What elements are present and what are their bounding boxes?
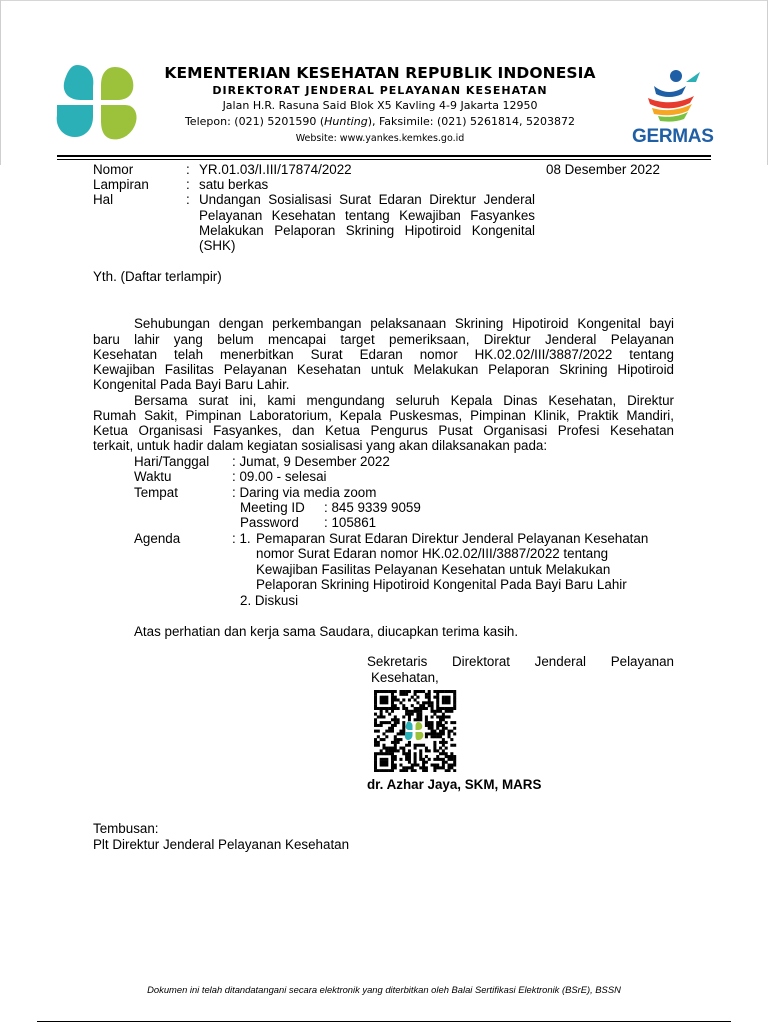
phone-fax xyxy=(145,114,615,130)
letterhead-rule-thick xyxy=(57,155,711,157)
phone-suffix: ), Faksimile: (021) 5261814, 5203872 xyxy=(367,115,576,128)
event-time-label: Waktu xyxy=(134,469,172,484)
recipient: Yth. (Daftar terlampir) xyxy=(93,269,222,284)
nomor-value: YR.01.03/I.III/17874/2022 xyxy=(199,162,352,177)
paragraph-2-line-4: terkait, untuk hadir dalam kegiatan sosialisasi yang akan dilaksanakan pada: xyxy=(93,438,548,453)
paragraph-1-line-2: baru lahir yang belum mencapai target pemeriksaan, Direktur Jenderal Pelayanan xyxy=(93,332,674,347)
page-left-edge xyxy=(0,0,1,165)
paragraph-1-line-5: Kongenital Pada Bayi Baru Lahir. xyxy=(93,377,290,392)
hal-line-4: (SHK) xyxy=(199,238,236,253)
kemenkes-logo-icon xyxy=(55,63,139,143)
page-bottom-rule xyxy=(37,1021,731,1022)
letter-date: 08 Desember 2022 xyxy=(546,162,660,177)
hal-line-2: Pelayanan Kesehatan tentang Kewajiban Fasyankes xyxy=(199,208,535,223)
hal-colon: : xyxy=(186,192,190,207)
nomor-label: Nomor xyxy=(93,162,134,177)
event-time-value: : 09.00 - selesai xyxy=(232,469,327,484)
paragraph-1-line-4: Kewajiban Fasilitas Pelayanan Kesehatan untuk Melakukan Pelaporan Skrining Hipotiroid xyxy=(93,362,674,377)
signatory-title-line-2: Kesehatan, xyxy=(371,670,439,685)
lampiran-label: Lampiran xyxy=(93,177,149,192)
paragraph-2-line-1: Bersama surat ini, kami mengundang seluruh Kepala Dinas Kesehatan, Direktur xyxy=(134,393,674,408)
closing-sentence: Atas perhatian dan kerja sama Saudara, diucapkan terima kasih. xyxy=(134,624,519,639)
event-date-value: : Jumat, 9 Desember 2022 xyxy=(232,454,390,469)
letterhead-rule-thin xyxy=(57,159,711,160)
hal-line-1: Undangan Sosialisasi Surat Edaran Direktur Jenderal xyxy=(199,192,535,207)
paragraph-2-line-2: Rumah Sakit, Pimpinan Laboratorium, Kepala Puskesmas, Pimpinan Klinik, Praktik Mandiri, xyxy=(93,408,674,423)
germas-figure-icon xyxy=(630,68,714,126)
nomor-colon: : xyxy=(186,162,190,177)
agenda-label: Agenda xyxy=(134,531,181,546)
password-label: Password xyxy=(240,515,299,530)
page-top-edge xyxy=(0,0,768,1)
phone-hunting: Hunting xyxy=(324,115,368,128)
event-date-label: Hari/Tanggal xyxy=(134,454,210,469)
agenda-1-line-3: Kewajiban Fasilitas Pelayanan Kesehatan untuk Melakukan xyxy=(256,562,611,577)
germas-label: GERMAS xyxy=(632,126,714,147)
agenda-1-line-1: Pemaparan Surat Edaran Direktur Jenderal Pelayanan Kesehatan xyxy=(256,531,649,546)
meeting-id-label: Meeting ID xyxy=(240,500,305,515)
ministry-name: KEMENTERIAN KESEHATAN REPUBLIK INDONESIA xyxy=(164,64,596,82)
qr-center-logo-icon xyxy=(405,722,424,740)
meeting-id-value: : 845 9339 9059 xyxy=(324,500,421,515)
agenda-2: 2. Diskusi xyxy=(240,593,299,608)
hal-line-3: Melakukan Pelaporan Skrining Hipotiroid Kongenital xyxy=(199,223,535,238)
paragraph-1-line-1: Sehubungan dengan perkembangan pelaksanaan Skrining Hipotiroid Kongenital bayi xyxy=(134,316,674,331)
agenda-1-line-2: nomor Surat Edaran nomor HK.02.02/III/3887/2022 tentang xyxy=(256,546,609,561)
letterhead xyxy=(145,63,615,147)
hal-label: Hal xyxy=(93,192,114,207)
electronic-signature-note: Dokumen ini telah ditandatangani secara elektronik yang diterbitkan oleh Balai Sertifikasi Elektronik (BSrE), BSSN xyxy=(147,984,621,995)
signatory-title-line-1: Sekretaris Direktorat Jenderal Pelayanan xyxy=(367,654,674,669)
lampiran-colon: : xyxy=(186,177,190,192)
cc-label: Tembusan: xyxy=(93,821,159,836)
signature-qr-code-icon xyxy=(371,690,459,772)
directorate-name: DIREKTORAT JENDERAL PELAYANAN KESEHATAN xyxy=(212,84,548,97)
address: Jalan H.R. Rasuna Said Blok X5 Kavling 4-9 Jakarta 12950 xyxy=(222,99,538,112)
lampiran-value: satu berkas xyxy=(199,177,269,192)
website: Website: www.yankes.kemkes.go.id xyxy=(295,133,465,144)
paragraph-2-line-3: Ketua Organisasi Fasyankes, dan Ketua Pengurus Pusat Organisasi Profesi Kesehatan xyxy=(93,423,674,438)
agenda-1-line-4: Pelaporan Skrining Hipotiroid Kongenital Pada Bayi Baru Lahir xyxy=(256,577,627,592)
phone-prefix: Telepon: (021) 5201590 ( xyxy=(184,115,325,128)
event-place-value: : Daring via media zoom xyxy=(232,485,377,500)
password-value: : 105861 xyxy=(324,515,377,530)
germas-logo xyxy=(630,68,714,150)
cc-item: Plt Direktur Jenderal Pelayanan Kesehatan xyxy=(93,837,350,852)
signatory-name: dr. Azhar Jaya, SKM, MARS xyxy=(367,777,542,792)
agenda-prefix: : 1. xyxy=(232,531,251,546)
paragraph-1-line-3: Kesehatan telah menerbitkan Surat Edaran nomor HK.02.02/III/3887/2022 tentang xyxy=(93,347,674,362)
event-place-label: Tempat xyxy=(134,485,178,500)
